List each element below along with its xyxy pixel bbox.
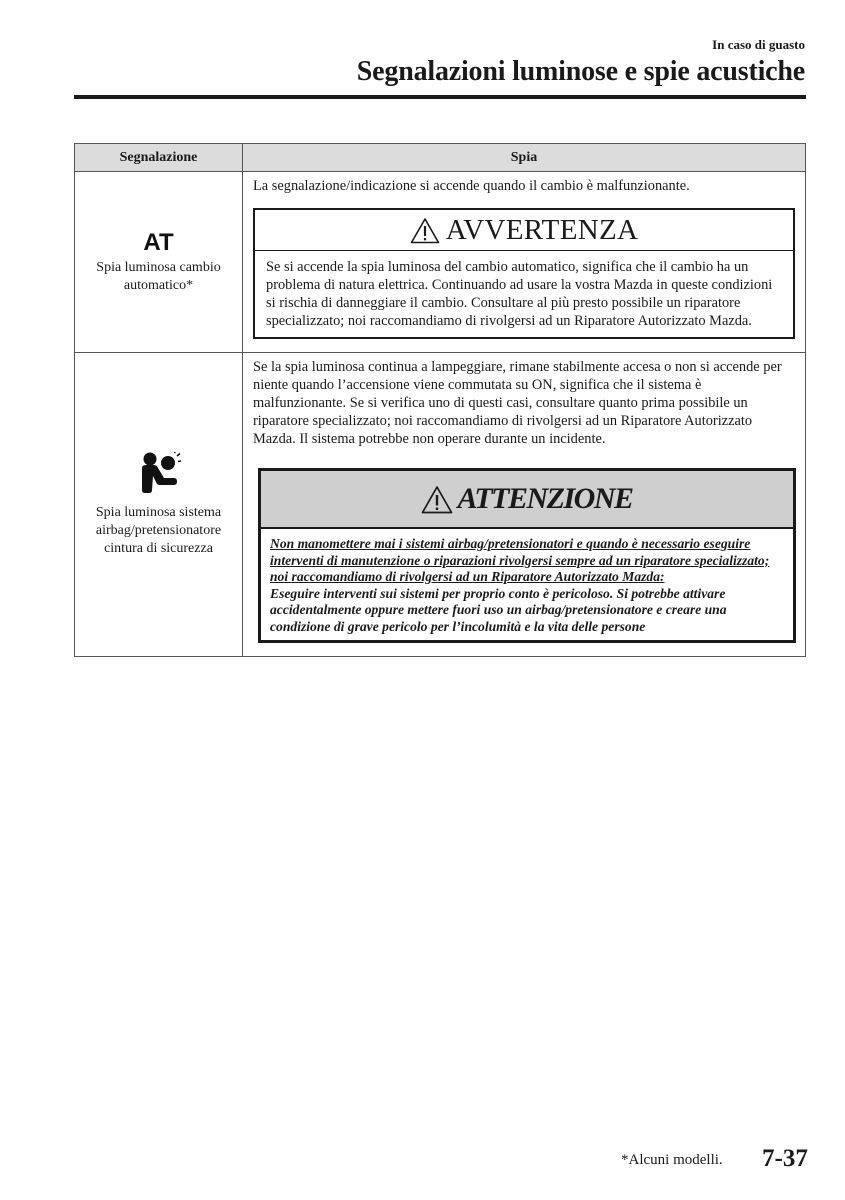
at-icon: AT bbox=[143, 228, 174, 256]
title-rule bbox=[74, 95, 806, 99]
description-cell bbox=[243, 353, 806, 657]
description-text: Se la spia luminosa continua a lampeggiare, rimane stabilmente accesa o non si accende per niente quando l’accensione viene commutata su ON, significa che il sistema è malfunzionante. Se si verifica uno di questi casi, consultare quanto prima possibile un riparatore specializzato; noi raccomandiamo di rivolgersi ad un Riparatore Autorizzato Mazda. Il sistema potrebbe non operare durante un incidente. bbox=[253, 359, 782, 447]
signal-cell bbox=[75, 172, 243, 353]
signal-label: Spia luminosa sistema airbag/pretensionatore cintura di sicurezza bbox=[95, 504, 222, 556]
description-cell bbox=[243, 172, 806, 353]
table-header-row bbox=[75, 144, 806, 172]
warning-text: Se si accende la spia luminosa del cambio automatico, significa che il cambio ha un problema di natura elettrica. Continuando ad usare la vostra Mazda in queste condizioni si rischia di danneggiare il cambio. Consultare al più presto possibile un riparatore specializzato; noi raccomandiamo di rivolgersi ad un Riparatore Autorizzato Mazda. bbox=[266, 259, 773, 329]
warning-title: AVVERTENZA bbox=[445, 214, 639, 246]
caution-title: ATTENZIONE bbox=[457, 482, 633, 515]
airbag-icon bbox=[137, 452, 181, 494]
warning-triangle-icon bbox=[410, 217, 440, 244]
caution-text: Eseguire interventi sui sistemi per proprio conto è pericoloso. Si potrebbe attivare accidentalmente oppure mettere fuori uso un airbag/pretensionatore e creare una condizione di grave pericolo per l’incolumità e la vita delle persone bbox=[270, 585, 727, 634]
page-number: 7-37 bbox=[762, 1145, 808, 1172]
signal-label: Spia luminosa cambio automatico* bbox=[96, 259, 221, 293]
description-text: La segnalazione/indicazione si accende quando il cambio è malfunzionante. bbox=[253, 178, 690, 194]
warning-box bbox=[253, 208, 795, 339]
caution-text-underlined: Non manomettere mai i sistemi airbag/pretensionatori e quando è necessario eseguire interventi di manutenzione o riparazioni rivolgersi sempre ad un riparatore specializzato; noi raccomandiamo di rivolgersi ad un Riparatore Autorizzato Mazda: bbox=[270, 536, 770, 584]
column-header-segnalazione: Segnalazione bbox=[75, 144, 243, 172]
warning-triangle-icon bbox=[421, 485, 453, 514]
footnote: *Alcuni modelli. bbox=[621, 1152, 723, 1168]
section-label: In caso di guasto bbox=[712, 37, 805, 52]
caution-header bbox=[261, 471, 793, 529]
table-row bbox=[75, 353, 806, 657]
warning-lights-table bbox=[74, 143, 806, 657]
table-row bbox=[75, 172, 806, 353]
caution-box bbox=[258, 468, 796, 643]
warning-header bbox=[255, 210, 793, 251]
caution-body bbox=[261, 529, 793, 640]
column-header-spia: Spia bbox=[243, 144, 806, 172]
signal-cell bbox=[75, 353, 243, 657]
page-title: Segnalazioni luminose e spie acustiche bbox=[356, 56, 805, 87]
